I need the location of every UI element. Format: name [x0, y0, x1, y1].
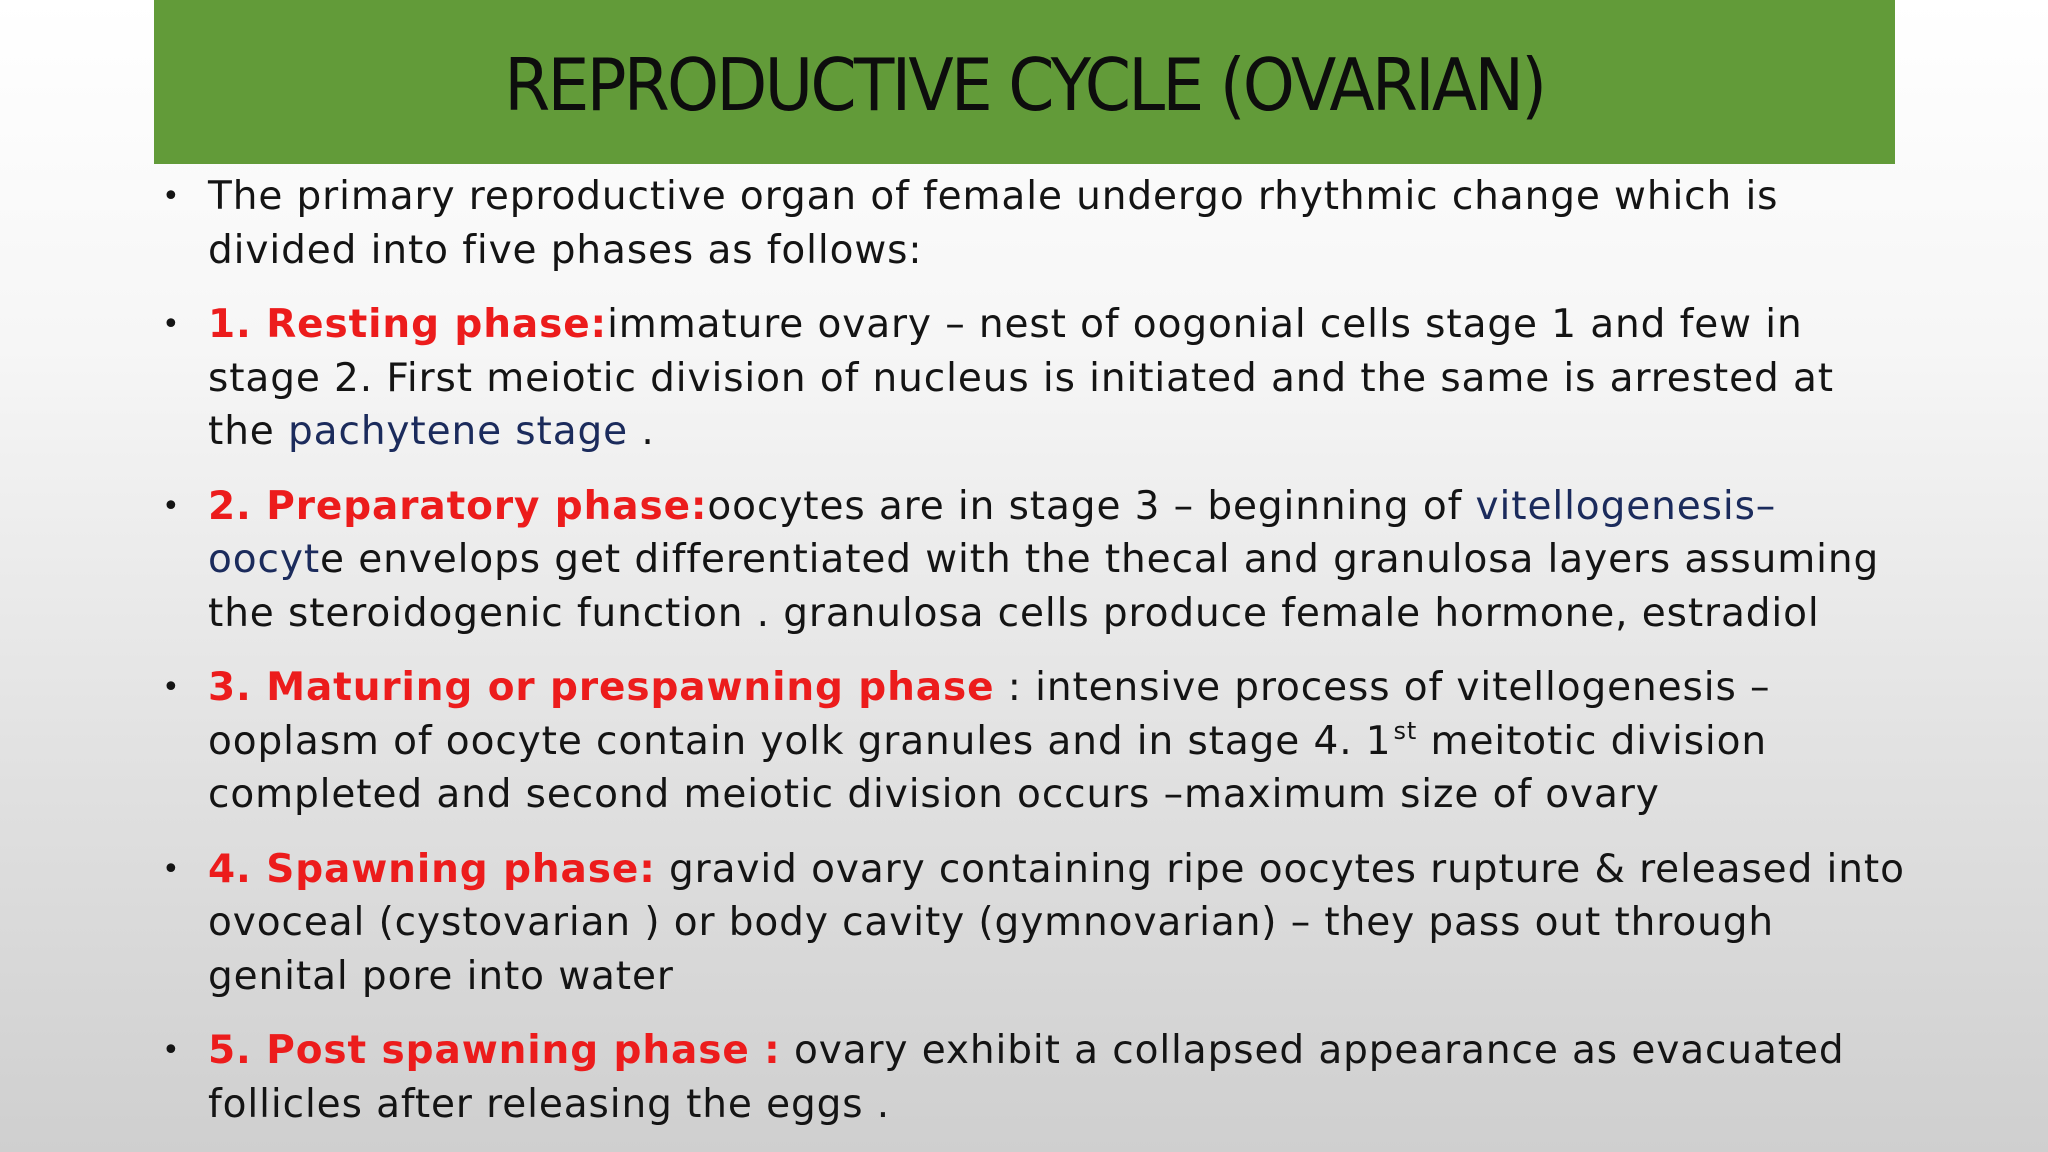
highlighted-term: pachytene stage [288, 409, 629, 454]
bullet-marker: • [162, 670, 181, 705]
bullet-text: gravid ovary containing ripe oocytes rupture & released into ovoceal (cystovarian ) or body cavity (gymnovarian) – they pass out through genital pore into water [208, 846, 1905, 999]
phase-label: 5. Post spawning phase : [208, 1028, 781, 1073]
phase-label: 2. Preparatory phase: [208, 483, 708, 529]
bullet-text: ovary exhibit a collapsed appearance as evacuated follicles after releasing the eggs . [208, 1028, 1845, 1127]
bullet-list [162, 170, 1908, 1152]
bullet-text: : intensive process of vitellogenesis –ooplasm of oocyte contain yolk granules and in stage 4. 1 [208, 665, 1771, 764]
bullet-post-spawning-phase [162, 1024, 1908, 1131]
bullet-marker: • [162, 1033, 181, 1068]
phase-label: 1. Resting phase: [208, 302, 608, 347]
phase-label: 3. Maturing or prespawning phase [208, 665, 995, 710]
bullet-intro [162, 170, 1908, 277]
bullet-resting-phase [162, 298, 1908, 459]
bullet-marker: • [162, 307, 181, 342]
bullet-marker: • [162, 179, 181, 214]
highlighted-term: vitellogenesis–oocyt [208, 483, 1777, 582]
bullet-maturing-phase [162, 661, 1908, 822]
bullet-text-end: meitotic division completed and second meiotic division occurs –maximum size of ovary [208, 718, 1768, 817]
title-bar [154, 0, 1895, 164]
bullet-spawning-phase [162, 843, 1908, 1004]
bullet-text: The primary reproductive organ of female undergo rhythmic change which is divided into five phases as follows: [208, 174, 1779, 273]
slide-title: REPRODUCTIVE CYCLE (OVARIAN) [504, 43, 1545, 127]
bullet-text: oocytes are in stage 3 – beginning of [707, 483, 1476, 529]
ordinal-superscript: st [1393, 716, 1418, 745]
bullet-marker: • [162, 488, 181, 524]
phase-label: 4. Spawning phase: [208, 846, 656, 892]
bullet-text-end: . [628, 409, 655, 454]
bullet-preparatory-phase [162, 480, 1908, 641]
bullet-text-end: e envelops get differentiated with the thecal and granulosa layers assuming the steroidogenic function . granulosa cells produce female hormone, estradiol [208, 537, 1880, 636]
bullet-text: immature ovary – nest of oogonial cells stage 1 and few in stage 2. First meiotic division of nucleus is initiated and the same is arrested at the [208, 302, 1834, 454]
bullet-marker: • [162, 851, 181, 887]
